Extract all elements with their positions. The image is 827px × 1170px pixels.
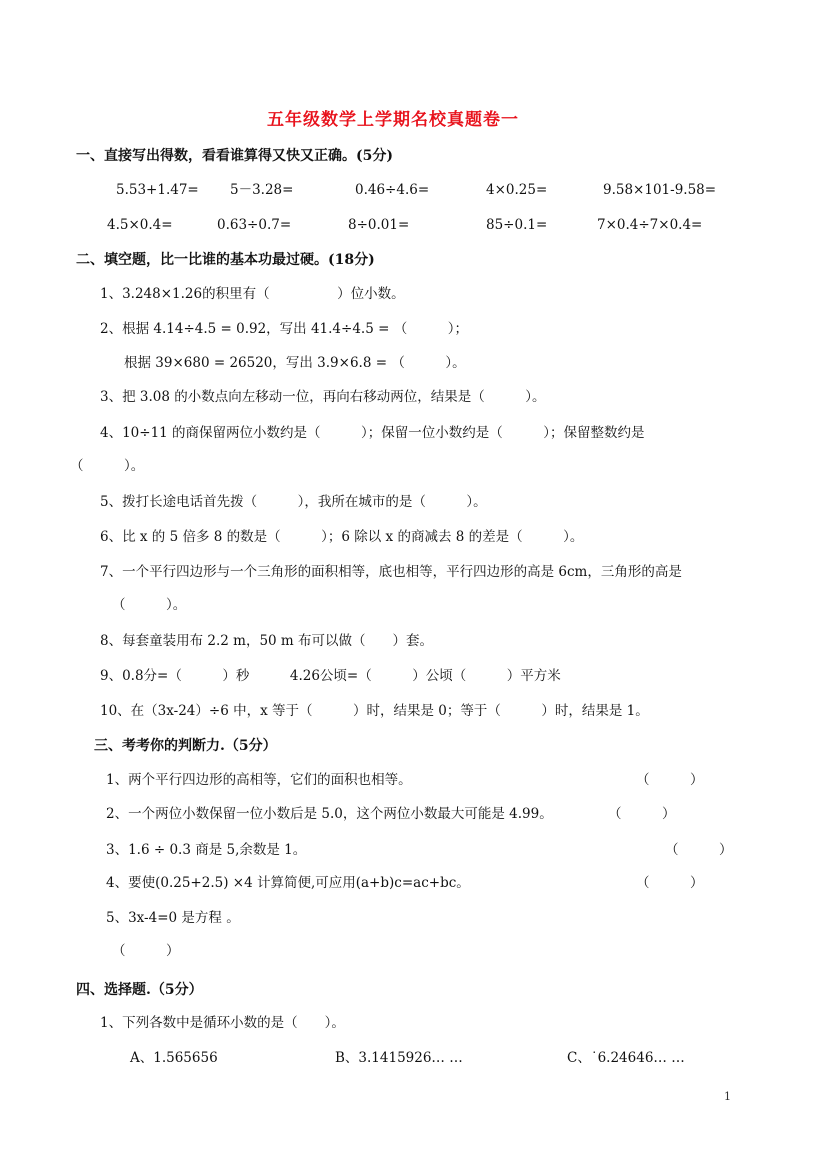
fill-question: 根据 39×680 = 26520，写出 3.9×6.8 = （ ）。 (124, 355, 466, 371)
judge-question: 3、1.6 ÷ 0.3 商是 5,余数是 1。 (106, 842, 307, 858)
section-3-heading: 三、考考你的判断力.（5分） (94, 738, 277, 754)
judge-question: 5、3x-4=0 是方程 。 (106, 910, 240, 926)
answer-blank: （ ） (636, 875, 704, 891)
page-number: 1 (724, 1090, 731, 1103)
calc-item: 7×0.4÷7×0.4= (597, 217, 703, 233)
section-2-heading: 二、填空题，比一比谁的基本功最过硬。(18分) (76, 252, 375, 268)
section-1-heading: 一、直接写出得数，看看谁算得又快又正确。(5分) (76, 148, 393, 164)
fill-question: 4、10÷11 的商保留两位小数约是（ ）；保留一位小数约是（ ）；保留整数约是 (100, 425, 645, 441)
fill-question: 6、比 x 的 5 倍多 8 的数是（ ）；6 除以 x 的商减去 8 的差是（ ）。 (100, 529, 584, 545)
choice-question: 1、下列各数中是循环小数的是（ ）。 (100, 1015, 345, 1031)
answer-blank: （ ） (112, 943, 180, 959)
calc-item: 5.53+1.47= (116, 182, 199, 198)
section-4-heading: 四、选择题.（5分） (76, 982, 203, 998)
fill-question: （ ）。 (70, 458, 145, 474)
judge-question: 1、两个平行四边形的高相等，它们的面积也相等。 (106, 772, 412, 788)
choice-option-b: B、3.1415926… … (335, 1050, 463, 1066)
fill-question: （ ）。 (112, 597, 187, 613)
calc-item: 0.63÷0.7= (217, 217, 292, 233)
fill-question: 7、一个平行四边形与一个三角形的面积相等，底也相等，平行四边形的高是 6cm，三角形的高是 (100, 564, 682, 580)
calc-item: 85÷0.1= (486, 217, 548, 233)
answer-blank: （ ） (636, 772, 704, 788)
fill-question: 3、把 3.08 的小数点向左移动一位，再向右移动两位，结果是（ ）。 (100, 389, 546, 405)
calc-item: 5－3.28= (230, 182, 294, 198)
fill-question: 5、拨打长途电话首先拨（ ），我所在城市的是（ ）。 (100, 494, 487, 510)
judge-question: 4、要使(0.25+2.5) ×4 计算简便,可应用(a+b)c=ac+bc。 (106, 875, 470, 891)
calc-item: 4×0.25= (486, 182, 548, 198)
judge-question: 2、一个两位小数保留一位小数后是 5.0，这个两位小数最大可能是 4.99。 (106, 806, 553, 822)
calc-item: 8÷0.01= (348, 217, 410, 233)
fill-question: 8、每套童装用布 2.2 m，50 m 布可以做（ ）套。 (100, 633, 434, 649)
calc-item: 4.5×0.4= (107, 217, 173, 233)
choice-option-a: A、1.565656 (130, 1050, 218, 1066)
answer-blank: （ ） (665, 842, 733, 858)
fill-question: 9、0.8分=（ ）秒 4.26公顷=（ ）公顷（ ）平方米 (100, 668, 561, 684)
answer-blank: （ ） (608, 806, 676, 822)
fill-question: 1、3.248×1.26的积里有（ ）位小数。 (100, 286, 405, 302)
fill-question: 10、在（3x-24）÷6 中，x 等于（ ）时，结果是 0；等于（ ）时，结果是 1。 (100, 703, 649, 719)
calc-item: 0.46÷4.6= (355, 182, 430, 198)
choice-option-c: C、˙6.24646… … (567, 1050, 685, 1066)
page-title: 五年级数学上学期名校真题卷一 (267, 110, 519, 130)
fill-question: 2、根据 4.14÷4.5 = 0.92，写出 41.4÷4.5 = （ ）； (100, 321, 468, 337)
calc-item: 9.58×101-9.58= (603, 182, 717, 198)
